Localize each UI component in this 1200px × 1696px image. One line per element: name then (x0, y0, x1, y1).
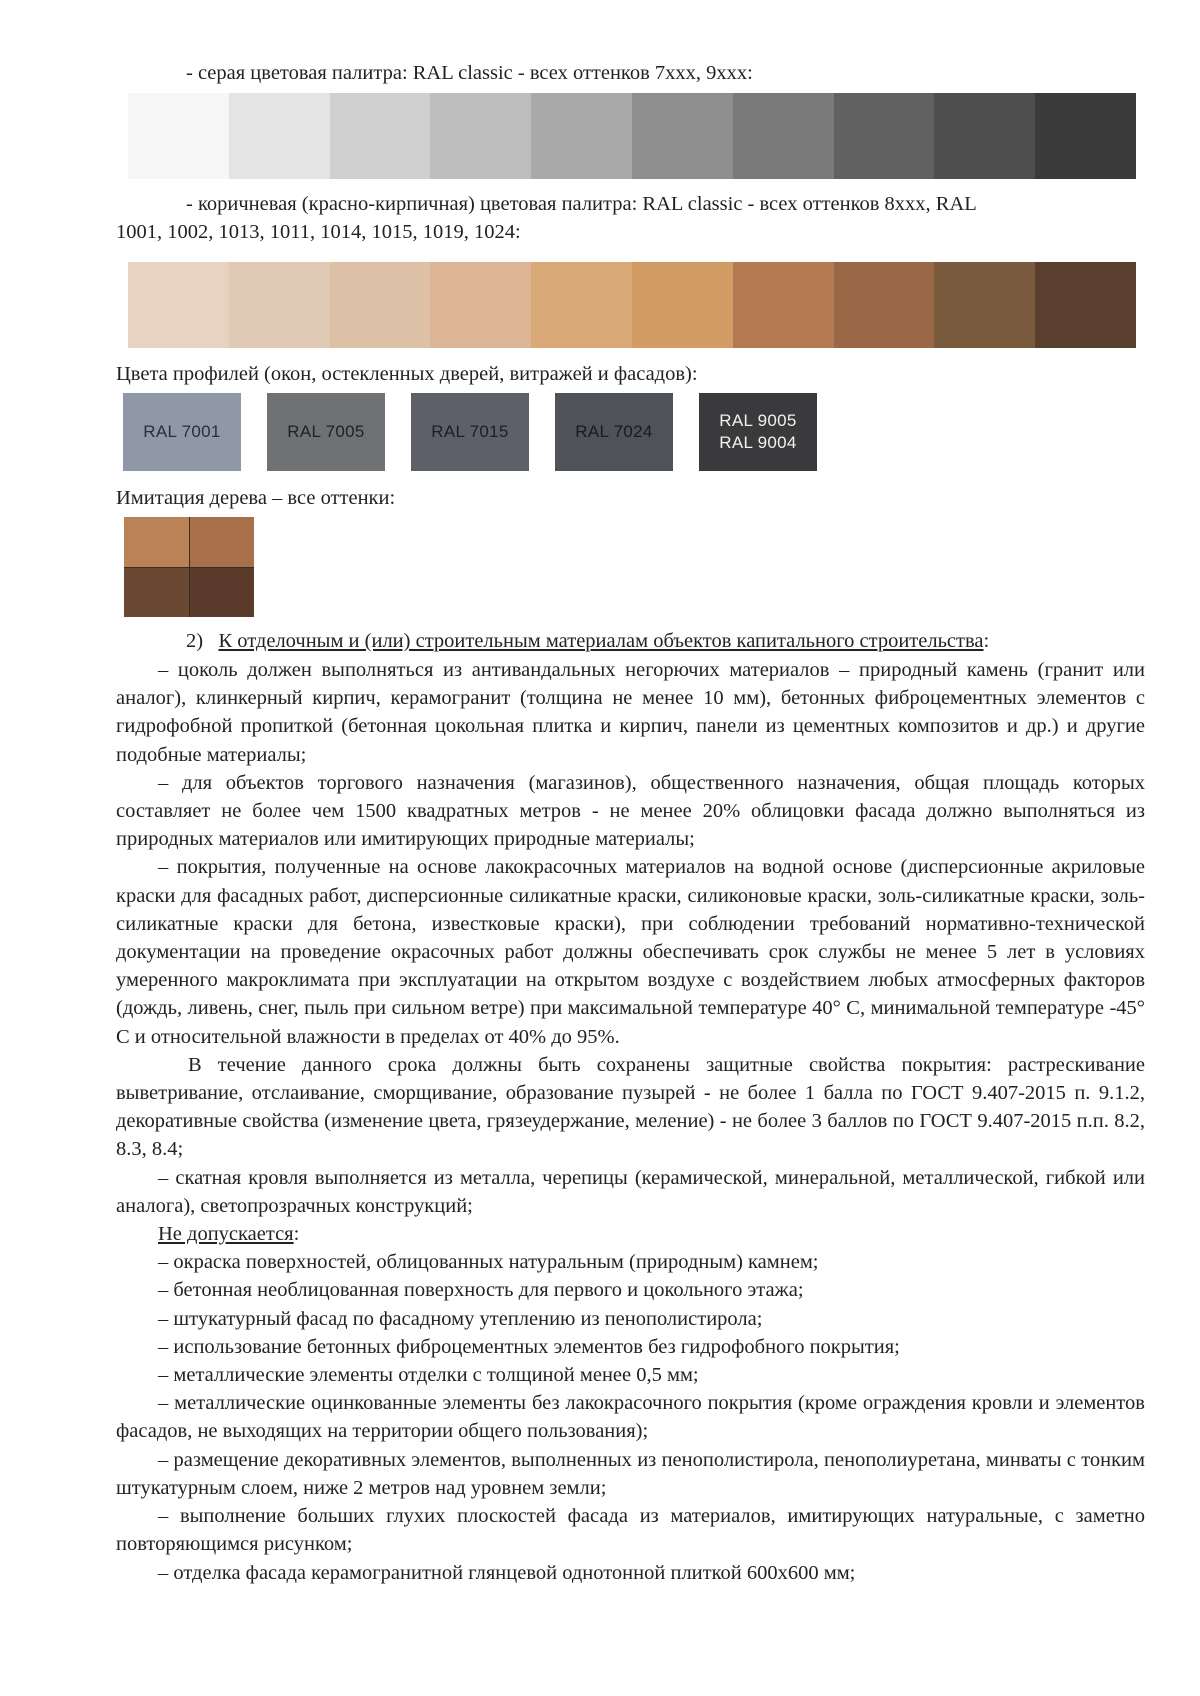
wood-swatch (124, 568, 189, 618)
ral-badge-7001 (123, 393, 241, 471)
ral-badge-9005-9004 (699, 393, 817, 471)
color-swatch (733, 262, 834, 348)
wood-swatch (124, 517, 189, 567)
color-swatch (632, 262, 733, 348)
gray-palette-caption: - серая цветовая палитра: RAL classic - всех оттенков 7xxx, 9xxx: (186, 62, 753, 84)
ral-badge-label: RAL 7024 (575, 422, 653, 441)
section-number: 2) (186, 630, 204, 652)
list-item: – окраска поверхностей, облицованных натуральным (природным) камнем; (158, 1251, 819, 1274)
color-swatch (229, 262, 330, 348)
not-allowed-label: Не допускается (158, 1223, 294, 1246)
color-swatch (330, 93, 431, 179)
section-heading (186, 628, 989, 654)
list-item: – штукатурный фасад по фасадному утеплению из пенополистирола; (158, 1307, 763, 1330)
color-swatch (430, 262, 531, 348)
paragraph-plinth: – цоколь должен выполняться из антивандальных негорючих материалов – природный камень (гранит или аналог), клинкерный кирпич, керамогранит (толщина не менее 10 мм), бетонных фиброцементных элементов с гидрофобной пропиткой (бетонная цокольная плитка и кирпич, панели из цементных композитов и др.) и другие подобные материалы; (116, 659, 1145, 766)
paragraph-glossy-tile: – отделка фасада керамогранитной глянцевой однотонной плиткой 600х600 мм; (158, 1561, 856, 1584)
paragraph-blank-planes: – выполнение больших глухих плоскостей фасада из материалов, имитирующих натуральные, с заметно повторяющимся рисунком; (116, 1505, 1145, 1556)
section-heading-text: К отделочным и (или) строительным материалам объектов капитального строительства (218, 630, 984, 652)
list-item: – металлические элементы отделки с толщиной менее 0,5 мм; (158, 1364, 699, 1387)
not-allowed-colon: : (293, 1223, 300, 1246)
color-swatch (1035, 262, 1136, 348)
ral-badge-label: RAL 7005 (287, 422, 365, 441)
wood-swatch-grid (124, 517, 254, 617)
color-swatch (430, 93, 531, 179)
wood-swatch (190, 568, 255, 618)
section-body (116, 656, 1145, 1587)
color-swatch (128, 93, 229, 179)
section-heading-colon: : (983, 630, 990, 652)
ral-badge-label-secondary: RAL 9004 (719, 433, 797, 452)
brown-palette-strip (128, 262, 1136, 348)
color-swatch (229, 93, 330, 179)
paragraph-coating-properties: В течение данного срока должны быть сохранены защитные свойства покрытия: растрескивание выветривание, отслаивание, сморщивание, образование пузырей - не более 1 балла по ГОСТ 9.407-2015 п. 9.1.2, декоративные свойства (изменение цвета, грязеудержание, меление) - не более 3 баллов по ГОСТ 9.407-2015 п.п. 8.2, 8.3, 8.4; (116, 1053, 1145, 1161)
brown-palette-caption-line1: - коричневая (красно-кирпичная) цветовая палитра: RAL classic - всех оттенков 8xxx, RAL (186, 193, 977, 215)
wood-title: Имитация дерева – все оттенки: (116, 487, 396, 509)
gray-palette-strip (128, 93, 1136, 179)
brown-palette-caption-line2: 1001, 1002, 1013, 1011, 1014, 1015, 1019, 1024: (116, 221, 521, 243)
ral-badge-7005 (267, 393, 385, 471)
paragraph-retail-objects: – для объектов торгового назначения (магазинов), общественного назначения, общая площадь которых составляет не более чем 1500 квадратных метров - не менее 20% облицовки фасада должно выполняться из природных материалов или имитирующих природные материалы; (116, 771, 1145, 851)
color-swatch (1035, 93, 1136, 179)
profiles-title: Цвета профилей (окон, остекленных дверей, витражей и фасадов): (116, 363, 698, 385)
color-swatch (531, 93, 632, 179)
color-swatch (330, 262, 431, 348)
wood-swatch (190, 517, 255, 567)
paragraph-roof: – скатная кровля выполняется из металла, черепицы (керамической, минеральной, металлической, гибкой или аналога), светопрозрачных конструкций; (116, 1166, 1145, 1217)
color-swatch (934, 93, 1035, 179)
list-item: – использование бетонных фиброцементных элементов без гидрофобного покрытия; (158, 1335, 900, 1358)
ral-badge-7015 (411, 393, 529, 471)
ral-badge-label: RAL 9005 (719, 411, 797, 430)
paragraph-coatings: – покрытия, полученные на основе лакокрасочных материалов на водной основе (дисперсионные акриловые краски для фасадных работ, дисперсионные силикатные краски, силиконовые краски, золь-силикатные краски, золь-силикатные краски для бетона, известковые краски), при соблюдении требований нормативно-технической документации на проведение окрасочных работ должны обеспечивать срок службы не менее 5 лет в условиях умеренного макроклимата при эксплуатации на открытом воздухе с воздействием любых атмосферных факторов (дождь, ливень, снег, пыль при сильном ветре) при максимальной температуре 40° С, минимальной температуре -45° С и относительной влажности в пределах от 40% до 95%. (116, 856, 1145, 1048)
color-swatch (632, 93, 733, 179)
color-swatch (834, 262, 935, 348)
color-swatch (128, 262, 229, 348)
ral-badge-7024 (555, 393, 673, 471)
ral-badge-label: RAL 7015 (431, 422, 509, 441)
color-swatch (531, 262, 632, 348)
list-item: – бетонная необлицованная поверхность для первого и цокольного этажа; (158, 1279, 804, 1302)
color-swatch (733, 93, 834, 179)
ral-badge-label: RAL 7001 (143, 422, 221, 441)
color-swatch (834, 93, 935, 179)
not-allowed-heading (116, 1220, 1145, 1248)
color-swatch (934, 262, 1035, 348)
paragraph-decor: – размещение декоративных элементов, выполненных из пенополистирола, пенополиуретана, минваты с тонким штукатурным слоем, ниже 2 метров над уровнем земли; (116, 1448, 1145, 1499)
not-allowed-list (116, 1248, 1145, 1389)
paragraph-galvanized: – металлические оцинкованные элементы без лакокрасочного покрытия (кроме ограждения кровли и элементов фасадов, не выходящих на территории общего пользования); (116, 1392, 1145, 1443)
